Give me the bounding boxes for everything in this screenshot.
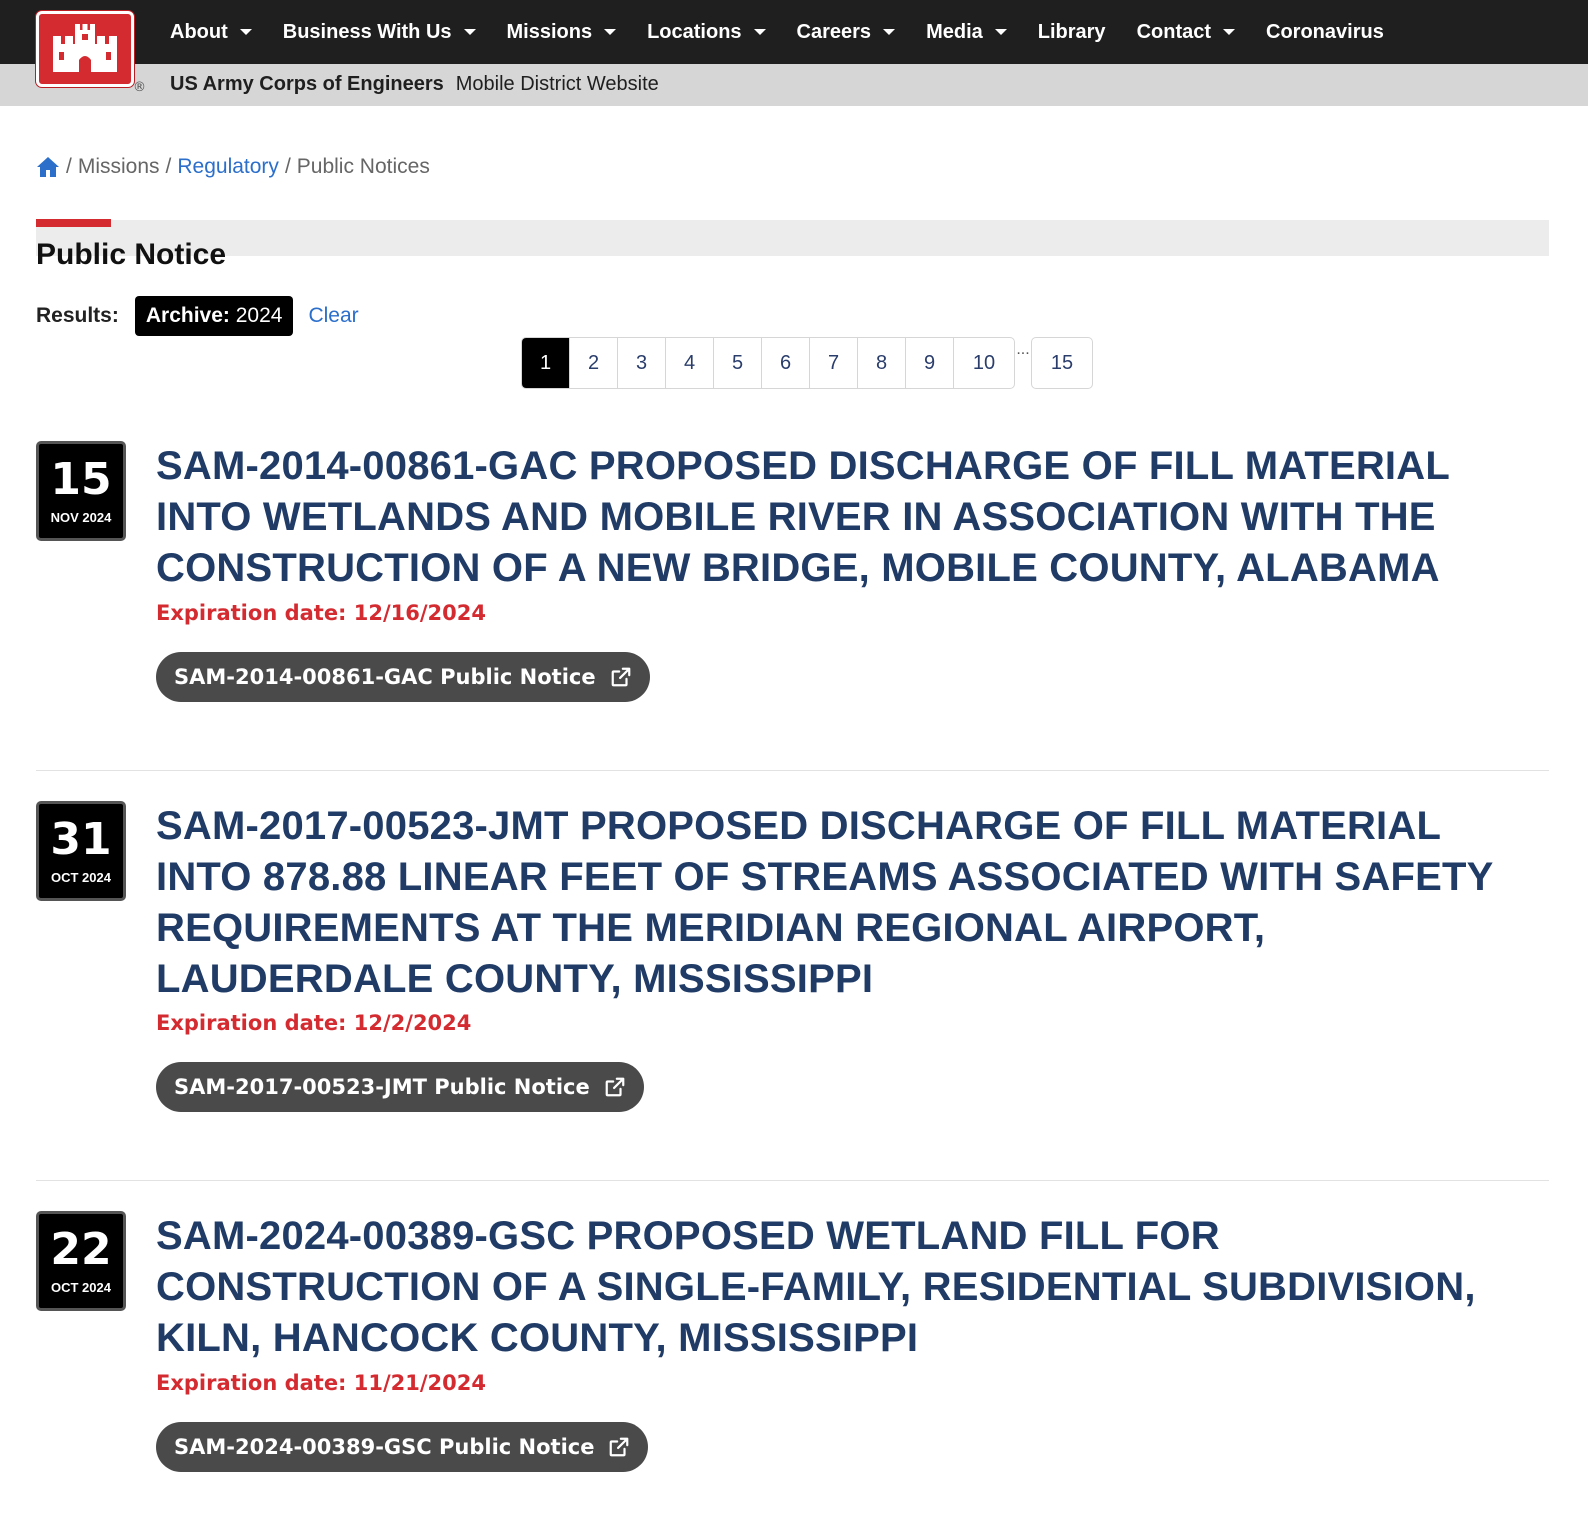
page-button-6[interactable]: 6 [762, 338, 810, 388]
castle-icon [39, 14, 131, 84]
external-link-icon [604, 1076, 626, 1098]
expiration-date: Expiration date: 12/2/2024 [156, 1011, 472, 1035]
breadcrumb [36, 155, 430, 179]
nav-item-label: Careers [796, 20, 872, 43]
caret-down-icon [240, 29, 252, 35]
caret-down-icon [754, 29, 766, 35]
document-button-label: SAM-2017-00523-JMT Public Notice [174, 1075, 590, 1099]
page-button-1[interactable]: 1 [522, 338, 570, 388]
archive-filter-value: 2024 [235, 304, 283, 327]
nav-item-label: Locations [647, 20, 742, 43]
nav-item-label: About [170, 20, 228, 43]
date-day: 31 [50, 814, 112, 865]
page-button-9[interactable]: 9 [906, 338, 954, 388]
registered-mark: ® [133, 80, 146, 95]
nav-item-coronavirus[interactable] [1266, 21, 1384, 44]
notice-divider [36, 1180, 1549, 1181]
public-notice-document-button[interactable] [156, 1062, 644, 1112]
nav-item-label: Contact [1136, 20, 1212, 43]
nav-item-label: Coronavirus [1266, 20, 1384, 43]
breadcrumb-public-notices: Public Notices [296, 155, 430, 178]
page-button-5[interactable]: 5 [714, 338, 762, 388]
heading-accent-bar [36, 219, 111, 227]
page-button-10[interactable]: 10 [972, 351, 996, 374]
page-title: Public Notice [36, 238, 227, 271]
expiration-date: Expiration date: 11/21/2024 [156, 1371, 487, 1395]
page-button-7[interactable]: 7 [810, 338, 858, 388]
page-button-last[interactable]: 15 [1050, 351, 1074, 374]
caret-down-icon [604, 29, 616, 35]
nav-item-contact[interactable] [1137, 21, 1235, 44]
external-link-icon [610, 666, 632, 688]
breadcrumb-separator: / [165, 155, 172, 178]
date-badge [36, 801, 126, 901]
page-button-3[interactable]: 3 [618, 338, 666, 388]
breadcrumb-regulatory-link[interactable]: Regulatory [177, 155, 279, 178]
org-name[interactable]: US Army Corps of Engineers [170, 73, 444, 95]
breadcrumb-separator: / [66, 155, 72, 178]
pagination [521, 337, 1093, 389]
notice-title-link[interactable]: SAM-2014-00861-GAC PROPOSED DISCHARGE OF FILL MATERIAL INTO WETLANDS AND MOBILE RIVER IN ASSOCIATION WITH THE CONSTRUCTION OF A NEW BRIDGE, MOBILE COUNTY, ALABAMA [156, 444, 1450, 590]
page-number-group [521, 337, 1015, 389]
heading-band [36, 220, 1549, 256]
nav-item-missions[interactable] [507, 21, 617, 44]
caret-down-icon [464, 29, 476, 35]
caret-down-icon [883, 29, 895, 35]
nav-item-about[interactable] [170, 21, 252, 44]
home-icon[interactable] [36, 155, 60, 179]
date-month-year: OCT 2024 [51, 870, 111, 885]
nav-item-library[interactable] [1038, 21, 1106, 44]
results-filter-row [36, 296, 359, 336]
date-day: 15 [50, 454, 112, 505]
main-nav [170, 0, 1415, 64]
site-subtitle [170, 73, 659, 96]
results-label: Results: [36, 304, 119, 327]
page-button-2[interactable]: 2 [570, 338, 618, 388]
page-button-8[interactable]: 8 [858, 338, 906, 388]
caret-down-icon [1223, 29, 1235, 35]
nav-item-label: Library [1037, 20, 1106, 43]
clear-filter-link[interactable]: Clear [308, 304, 359, 327]
archive-filter-key: Archive: [145, 304, 230, 327]
date-month-year: NOV 2024 [50, 510, 112, 525]
last-page-group [1031, 337, 1093, 389]
district-name[interactable]: Mobile District Website [455, 73, 659, 95]
nav-item-label: Media [926, 20, 983, 43]
usace-castle-logo[interactable] [36, 11, 134, 87]
date-badge [36, 1211, 126, 1311]
expiration-date: Expiration date: 12/16/2024 [156, 601, 487, 625]
document-button-label: SAM-2024-00389-GSC Public Notice [174, 1435, 595, 1459]
nav-item-media[interactable] [926, 21, 1007, 44]
external-link-icon [608, 1436, 630, 1458]
document-button-label: SAM-2014-00861-GAC Public Notice [174, 665, 596, 689]
date-day: 22 [50, 1224, 112, 1275]
nav-item-careers[interactable] [797, 21, 896, 44]
public-notice-document-button[interactable] [156, 1422, 648, 1472]
public-notice-document-button[interactable] [156, 652, 650, 702]
notice-title-link[interactable]: SAM-2017-00523-JMT PROPOSED DISCHARGE OF FILL MATERIAL INTO 878.88 LINEAR FEET OF STREAMS ASSOCIATED WITH SAFETY REQUIREMENTS AT THE MERIDIAN REGIONAL AIRPORT, LAUDERDALE COUNTY, MISSISSIPPI [156, 804, 1493, 1001]
pagination-ellipsis: ... [1016, 341, 1030, 358]
notice-title-link[interactable]: SAM-2024-00389-GSC PROPOSED WETLAND FILL FOR CONSTRUCTION OF A SINGLE-FAMILY, RESIDENTIAL SUBDIVISION, KILN, HANCOCK COUNTY, MISSISSIPPI [156, 1214, 1476, 1360]
archive-filter-chip[interactable] [135, 296, 294, 336]
date-month-year: OCT 2024 [51, 1280, 111, 1295]
breadcrumb-missions: Missions [77, 155, 160, 178]
date-badge [36, 441, 126, 541]
caret-down-icon [995, 29, 1007, 35]
breadcrumb-separator: / [284, 155, 291, 178]
nav-item-locations[interactable] [647, 21, 765, 44]
page-button-4[interactable]: 4 [666, 338, 714, 388]
nav-item-label: Missions [506, 20, 593, 43]
notice-divider [36, 770, 1549, 771]
nav-item-label: Business With Us [282, 20, 452, 43]
nav-item-business-with-us[interactable] [283, 21, 476, 44]
